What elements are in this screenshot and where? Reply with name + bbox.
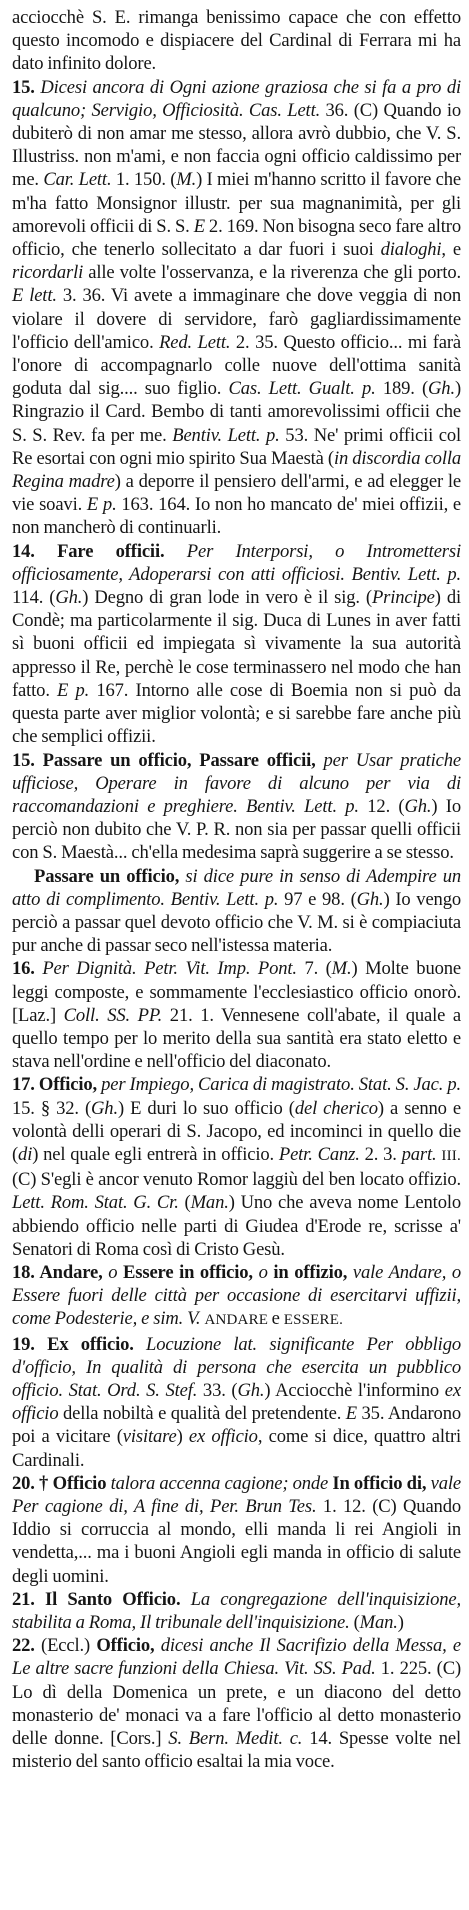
entry-small-caps: III. [441,1147,461,1164]
entry-italic-text: dicesi anche Il Sacrifizio della Messa, e Le altre sacre funzioni della Chiesa. Vit. SS. Pad. [12,1635,461,1680]
entry-text: (C) S'egli è ancor venuto Romor laggiù del ben locato offizio. [12,1169,461,1191]
entry-text: 3. 36. Vi avete a immaginare che dove veggia di non violare il dovere di servidore, farò gagliardissimamente l'officio dell'amico. [12,285,461,353]
dictionary-entry [12,540,461,749]
entry-text: 97 e 98. ( [284,888,357,910]
entry-italic-text: talora accenna cagione; onde [110,1472,333,1494]
entry-headword: 18. Andare, [12,1261,109,1283]
entry-text: alle volte l'osservanza, e la riverenza che gli porto. [83,262,461,284]
entry-italic-text: M. [331,958,352,980]
entry-italic-text: Man. [190,1192,229,1214]
entry-italic-text: vale Andare, o Essere fuori delle città per occasione di esercitarvi uffizii, come Podesterie, e sim. V. [12,1261,462,1330]
entry-italic-text: S. Bern. Medit. c. [168,1728,310,1750]
entry-italic-text: E lett. [12,285,63,307]
dictionary-entry [12,865,461,958]
dictionary-entry [12,749,461,865]
dictionary-entry [12,1588,461,1634]
entry-italic-text: Per Dignità. Petr. Vit. Imp. Pont. [42,958,305,980]
entry-italic-text: La congregazione dell'inquisizione, stabilita a Roma, Il tribunale dell'inquisizione. [12,1588,461,1634]
entry-text: 36. (C) Quando io dubiterò di non amar me stesso, allora avrò dubbio, che V. S. Illustriss. non m'ami, e non faccia ogni officio caldissimo per me. [12,99,461,191]
entry-text: ( [184,1192,191,1214]
entry-text: 2. 169. Non bisogna seco fare altro officio, che tenerlo sollecitato a dar fuori i suoi [12,215,461,261]
entry-headword: Essere in officio, [123,1261,259,1283]
entry-small-caps: ESSERE. [283,1312,344,1329]
entry-text: 1. 12. (C) Quando Iddio si corruccia al mondo, elli manda li rei Angioli in vendetta,... ma i buoni Angioli egli manda in officio di salute degli uomini. [12,1496,461,1587]
entry-text: ) Uno che aveva nome Lentolo abbiendo officio nelle parti di Giudea d'Erode re, scrisse a' Senatori di Roma così di Cristo Gesù. [12,1192,461,1260]
entry-italic-text: part. [401,1143,442,1165]
entry-italic-text: Gh. [55,587,83,609]
entry-italic-text: o [258,1261,274,1283]
entry-italic-text: Gh. [404,795,432,817]
entry-headword: 20. † Officio [12,1472,111,1494]
entry-italic-text: ex officio [12,1379,461,1425]
entry-text: ) Ringrazio il Card. Bembo di tanti amorevolissimi officii che S. S. Rev. fa per me. [12,378,461,446]
entry-text: ( [353,1612,360,1634]
entry-text: ) di Condè; ma particolarmente il sig. Duca di Lunes in aver fatti sì buoni officii ed impiegata sì vivamente la sua autorità appresso il Re, perchè le cose terminassero nel modo che han fatto. [12,587,461,701]
entry-italic-text: E [345,1403,362,1425]
entry-italic-text: per Impiego, Carica di magistrato. Stat. S. Jac. p. [101,1074,461,1096]
entry-italic-text: M. [176,169,197,191]
entry-headword: 19. Ex officio. [12,1333,147,1355]
entry-italic-text: Dicesi ancora di Ogni azione graziosa che si fa a pro di qualcuno; Servigio, Officiosità. Cas. Lett. [12,76,461,121]
dictionary-entry [12,1472,461,1588]
entry-text: 33. ( [202,1379,238,1401]
dictionary-entry [12,6,461,76]
entry-headword: 22. [12,1635,42,1657]
entry-text: ) Io perciò non dubito che V. P. R. non sia per passar quelli officii con S. Maestà... ch'ella medesima saprà suggerire a se stesso. [12,795,461,864]
entry-text: ) Degno di gran lode in vero è il sig. ( [82,587,372,609]
entry-text: acciocchè S. E. rimanga benissimo capace che con effetto questo incomodo e dispiacere del Cardinal di Ferrara mi ha dato infinito dolore. [12,7,461,75]
entry-text: ) Io vengo perciò a passar quel devoto officio che V. M. si è compiaciuta pur anche di passar seco nell'istessa materia. [12,888,461,957]
dictionary-entry [12,1333,461,1472]
entry-italic-text: o [108,1261,124,1283]
entry-headword: 15. [12,76,41,98]
dictionary-entry [12,76,461,540]
entry-italic-text: vale Per cagione di, A fine di, Per. Brun Tes. [12,1472,461,1517]
entry-text: 167. Intorno alle cose di Boemia non si può da questa parte aver miglior volontà; e si sarebbe fare anche più che semplici offizii. [12,679,461,748]
entry-italic-text: ex officio [188,1426,258,1448]
entry-italic-text: in discordia colla Regina madre [12,447,461,493]
entry-text: ) a senno e volontà delli operari di S. Jacopo, ed incominci in quello die ( [12,1097,462,1165]
entry-headword: Officio, [96,1635,161,1657]
entry-list [12,6,461,1773]
entry-text: 12. ( [367,795,405,817]
entry-text: 2. 3. [364,1143,402,1165]
entry-italic-text: per Usar pratiche ufficiose, Operare in favore di alcuno per via di raccomandazioni e preghiere. Bentiv. Lett. p. [12,749,461,817]
entry-headword: 21. Il Santo Officio. [12,1588,191,1610]
entry-text: ) I miei m'hanno scritto il favore che m'ha fatto Monsignor illustr. per sua magnanimità, per gli amorevoli officii di S. S. [12,169,462,237]
entry-text: ) E duri lo suo officio ( [117,1097,295,1119]
entry-text: ) a deporre il pensiero dell'armi, e ad elegger le vie soavi. [12,471,461,516]
entry-text: 2. 35. Questo officio... mi farà l'onore di accompagnarlo colle nuove dell'ottima sanità goduta dal sig.... suo figlio. [12,331,461,400]
dictionary-entry [12,957,461,1073]
entry-text: , e [441,239,461,261]
entry-text: 35. Andarono poi a vicitare ( [12,1403,462,1448]
entry-italic-text: E p. [86,494,122,516]
entry-italic-text: Principe [371,587,435,609]
entry-italic-text: E [193,215,209,237]
entry-italic-text: Coll. SS. PP. [63,1004,170,1026]
entry-text: 1. 225. (C) Lo dì della Domenica un prete, e un diacono del detto monasterio de' monaci va a fare l'officio al detto monasterio delle donne. [Cors.] [12,1658,461,1750]
entry-text: 15. § 32. ( [12,1097,92,1119]
entry-text: 14. Spesse volte nel misterio del santo officio esaltai la mia voce. [12,1728,461,1773]
entry-headword: 16. [12,958,43,980]
entry-text: 114. ( [12,587,56,609]
entry-italic-text: Per Interporsi, o Intromettersi officiosamente, Adoperarsi con atti officiosi. Bentiv. Lett. p. [12,540,461,585]
entry-text: ) [176,1426,189,1448]
entry-italic-text: Gh. [356,888,384,910]
entry-text: ) Molte buone leggi composte, e sommamente l'ecclesiastico officio onorò. [Laz.] [12,958,461,1026]
entry-text: 7. ( [304,958,332,980]
entry-italic-text: Cas. Lett. Gualt. p. [228,378,383,400]
entry-italic-text: di [18,1143,33,1165]
entry-text: 21. 1. Vennesene coll'abate, il quale a quello tempo per lo merito della sua santità era stato eletto e stava nell'ordine e nell'officio del diaconato. [12,1004,461,1073]
entry-headword: 14. Fare officii. [12,540,187,562]
entry-headword: In officio di, [332,1472,431,1494]
entry-italic-text: Gh. [237,1379,265,1401]
entry-italic-text: Petr. Canz. [278,1143,365,1165]
entry-italic-text: si dice pure in senso di Adempire un atto di complimento. Bentiv. Lett. p. [12,865,461,910]
entry-headword: Passare un officio, [34,865,186,887]
dictionary-entry [12,1261,461,1333]
entry-text: ) Acciocchè l'informino [264,1379,445,1401]
entry-text: 163. 164. Io non ho mancato de' miei offizii, e non mancherò di continuarli. [12,494,461,539]
entry-italic-text: Bentiv. Lett. p. [172,424,286,446]
entry-text: 189. ( [382,378,429,400]
entry-headword: 15. Passare un officio, Passare officii, [12,749,324,771]
entry-italic-text: ricordarli [12,262,84,284]
dictionary-entry [12,1634,461,1773]
entry-text: della nobiltà e qualità del pretendente. [58,1403,346,1425]
entry-text: ) nel quale egli entrerà in officio. [32,1143,279,1165]
entry-text: ) [397,1612,404,1634]
entry-italic-text: Gh. [428,378,455,400]
entry-italic-text: Gh. [91,1097,118,1119]
entry-text: 1. 150. ( [115,169,177,191]
entry-italic-text: dialoghi [380,239,442,261]
entry-headword: in offizio, [273,1261,353,1283]
entry-text: , come si dice, quattro altri Cardinali. [12,1426,462,1471]
entry-text: 53. Ne' primi officii col Re esortai con ogni mio spirito Sua Maestà ( [12,424,461,469]
entry-italic-text: E p. [57,679,97,701]
entry-italic-text: Lett. Rom. Stat. G. Cr. [12,1192,185,1214]
entry-italic-text: Man. [359,1612,398,1634]
entry-headword: 17. Officio, [12,1074,102,1096]
entry-italic-text: Red. Lett. [159,331,236,353]
entry-italic-text: del cherico [294,1097,378,1119]
entry-small-caps: ANDARE [204,1312,272,1329]
entry-italic-text: Car. Lett. [43,169,116,191]
entry-italic-text: visitare [122,1426,177,1448]
dictionary-entry [12,1073,461,1261]
entry-text: (Eccl.) [41,1635,97,1657]
entry-text: e [271,1308,284,1330]
entry-italic-text: Locuzione lat. significante Per obbligo d'officio, In qualità di persona che esercita un pubblico officio. Stat. Ord. S. Stef. [12,1333,461,1401]
